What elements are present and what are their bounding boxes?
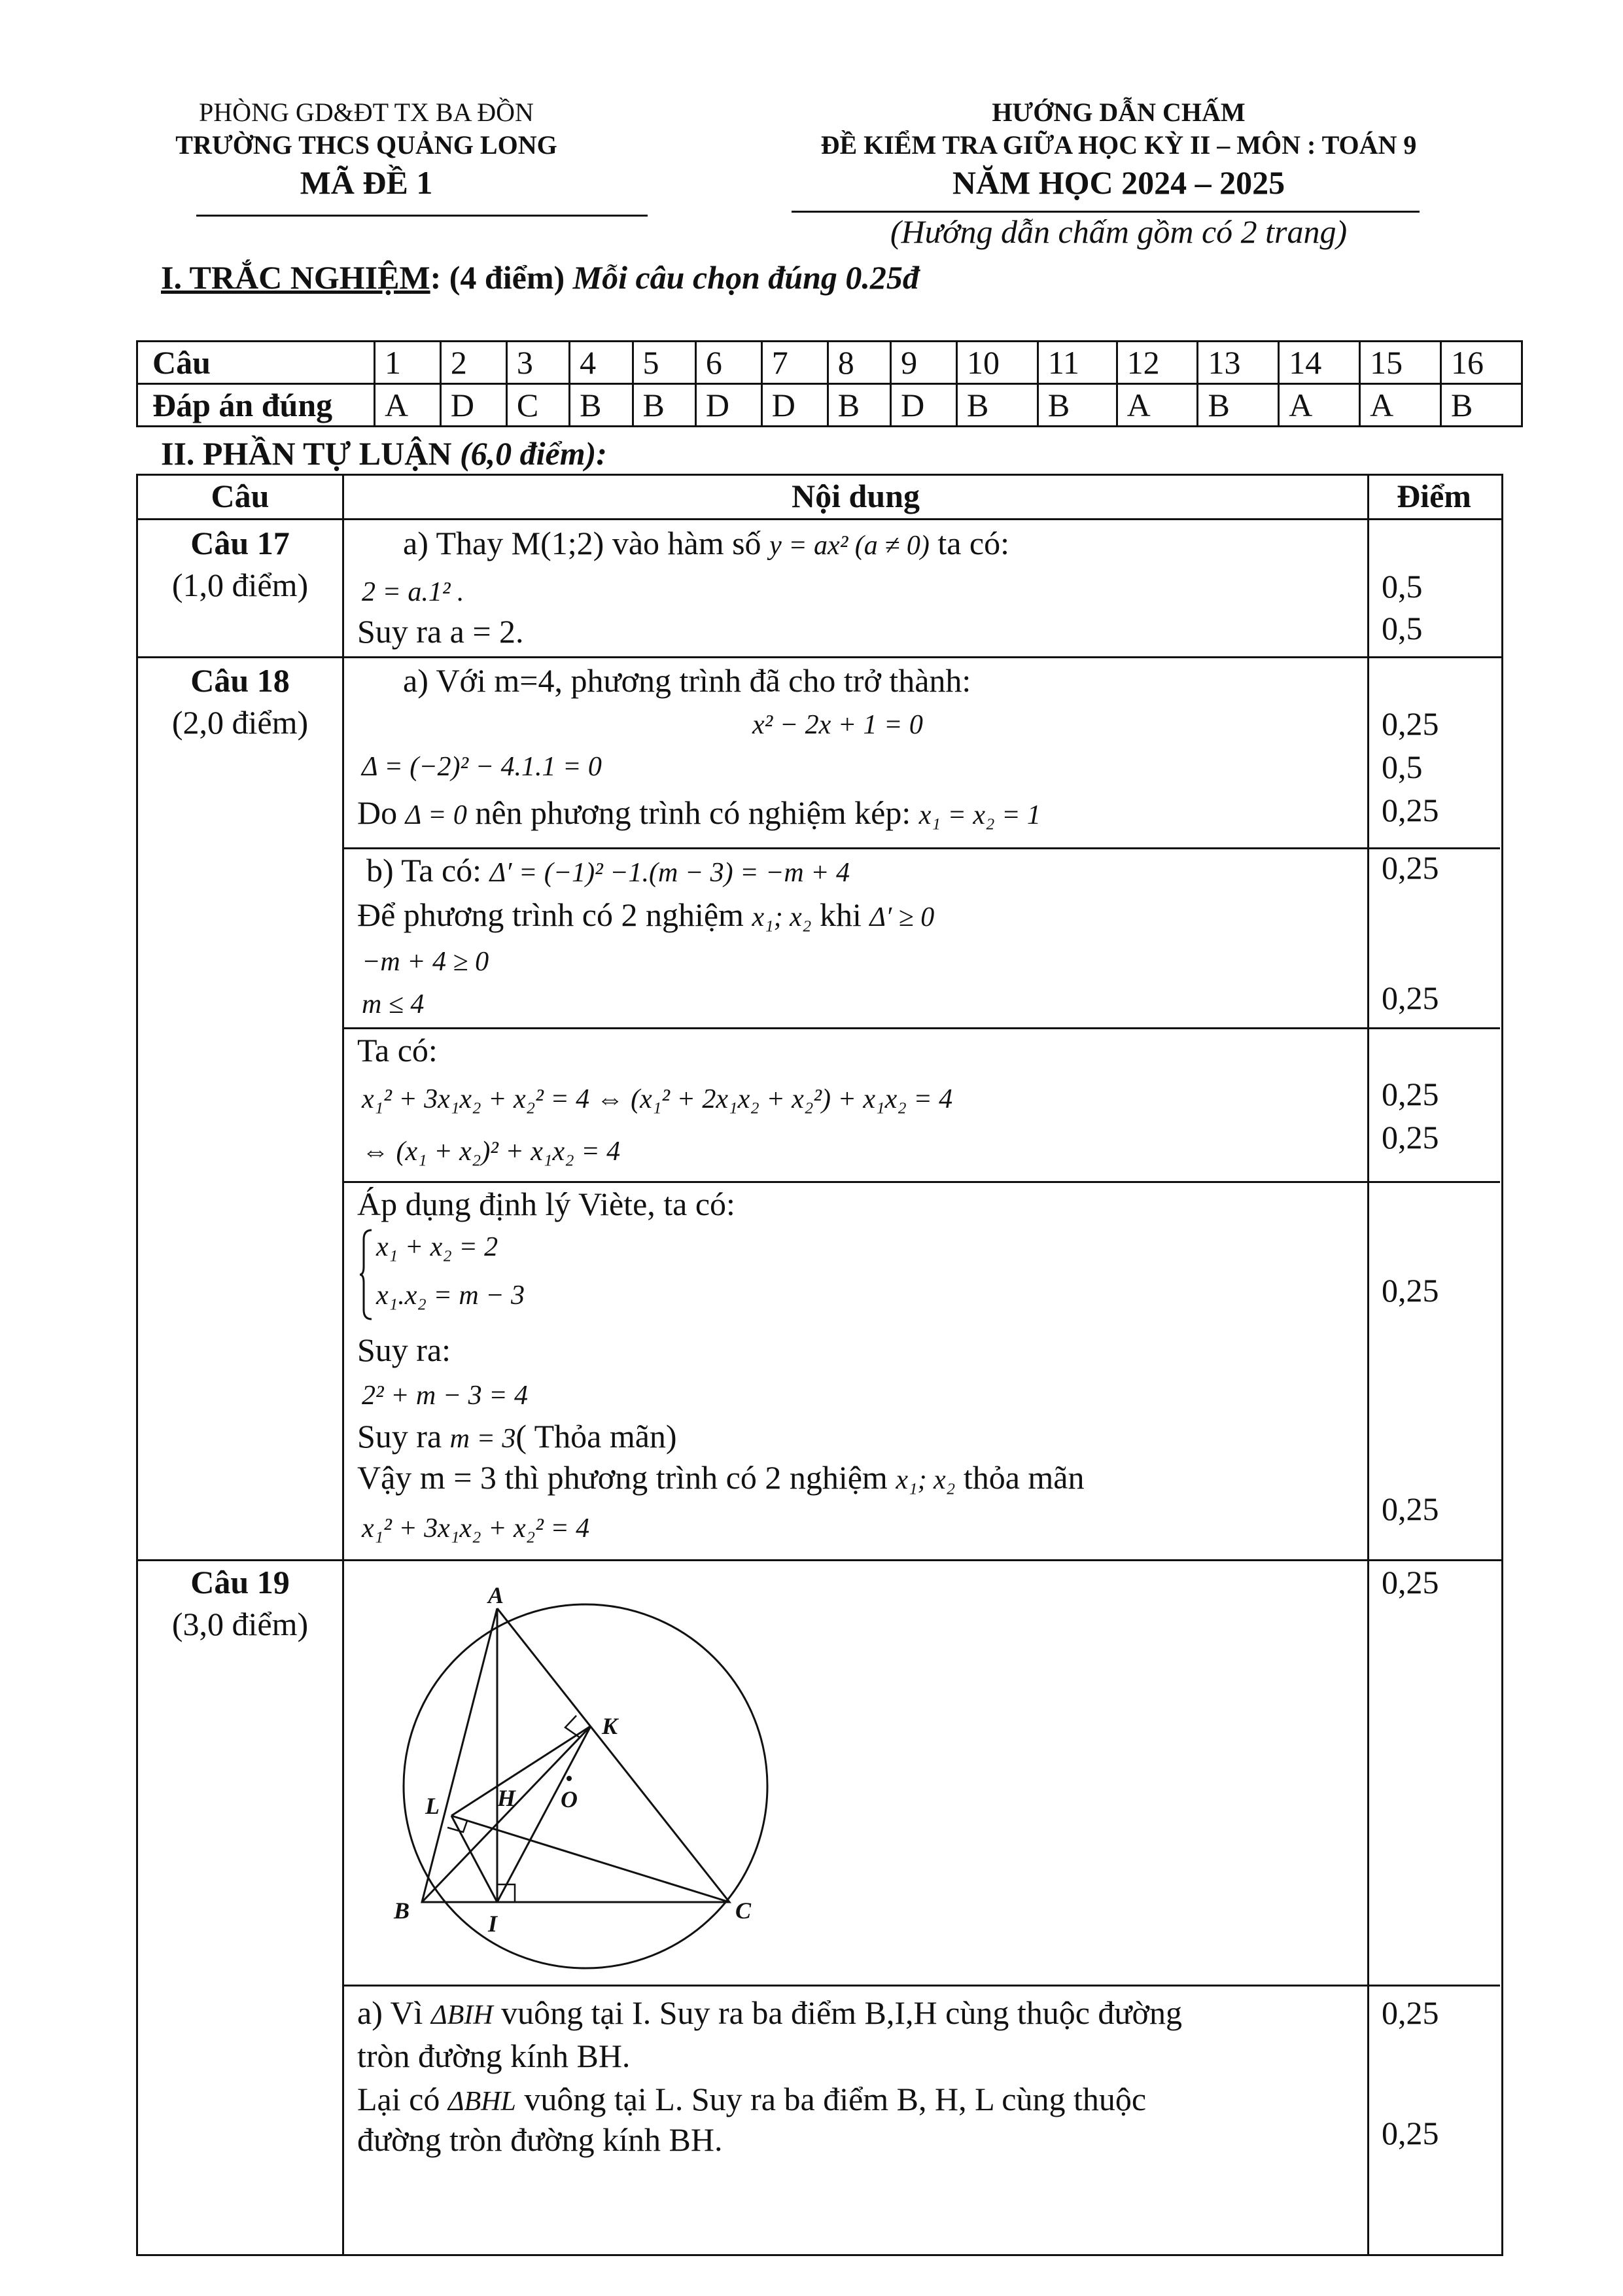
q18b-line2-math2: Δ′ ≥ 0: [869, 902, 935, 932]
section-1-heading: I. TRẮC NGHIỆM: [161, 259, 430, 296]
q19-label: Câu 19: [190, 1564, 290, 1600]
col-header-question: Câu: [211, 478, 270, 514]
answer-cell: D: [761, 384, 828, 427]
q18d-line4: Suy ra:: [357, 1332, 451, 1368]
q17-line1-math: y = ax² (a ≠ 0): [769, 531, 930, 561]
label-h: H: [497, 1785, 516, 1811]
row-line-18a: [342, 847, 1500, 849]
q18b-line1-math: Δ′ = (−1)² −1.(m − 3) = −m + 4: [489, 858, 850, 888]
question-number: 3: [506, 342, 569, 384]
q19a-line2: tròn đường kính BH.: [357, 2038, 631, 2074]
section-1-note: Mỗi câu chọn đúng 0.25đ: [572, 259, 919, 296]
school-department: PHÒNG GD&ĐT TX BA ĐỒN: [199, 97, 534, 127]
question-number: 8: [828, 342, 890, 384]
col-divider-2: [1367, 474, 1369, 2254]
label-l: L: [425, 1793, 440, 1819]
q19a-line3: [357, 2079, 1146, 2121]
q18-label: Câu 18: [190, 662, 290, 699]
section-2-heading: II. PHẦN TỰ LUẬN: [161, 435, 452, 472]
label-c: C: [735, 1898, 752, 1924]
question-number: 7: [761, 342, 828, 384]
section-2-title: [161, 434, 607, 472]
q19a-line4: đường tròn đường kính BH.: [357, 2121, 723, 2158]
header-row-line: [136, 518, 1501, 520]
answer-cell: B: [633, 384, 695, 427]
question-number: 11: [1038, 342, 1117, 384]
q18b-score-1: 0,25: [1382, 849, 1439, 886]
label-k: K: [602, 1713, 618, 1739]
school-year: NĂM HỌC 2024 – 2025: [952, 164, 1285, 201]
question-number: 6: [695, 342, 761, 384]
q18b-line2-math1: x₁; x₂: [752, 902, 812, 932]
q19a-score-1: 0,25: [1382, 1994, 1439, 2031]
question-row-label: Câu: [137, 342, 375, 384]
answer-cell: D: [695, 384, 761, 427]
q18b-result: m ≤ 4: [362, 989, 425, 1019]
question-number: 13: [1198, 342, 1279, 384]
q19-points: (3,0 điểm): [171, 1606, 309, 1642]
q19a-score-2: 0,25: [1382, 2115, 1439, 2151]
answer-cell: B: [1038, 384, 1117, 427]
school-name: TRƯỜNG THCS QUẢNG LONG: [175, 130, 557, 160]
q18b-line1-text: b) Ta có:: [366, 852, 482, 889]
q18d-score-1: 0,25: [1382, 1272, 1439, 1309]
question-number: 1: [375, 342, 441, 384]
q18c-score-1: 0,25: [1382, 1076, 1439, 1112]
q18c-score-2: 0,25: [1382, 1119, 1439, 1156]
answer-cell: B: [1440, 384, 1522, 427]
q18a-score-1: 0,25: [1382, 705, 1439, 742]
q18d-final: x₁² + 3x₁x₂ + x₂² = 4: [362, 1513, 590, 1544]
q18d-line6-text: Suy ra: [357, 1418, 442, 1455]
center-o-dot: [567, 1776, 572, 1781]
q19a-line1: [357, 1993, 1182, 2035]
q17-score-2: 0,5: [1382, 610, 1423, 646]
answer-cell: B: [828, 384, 890, 427]
q19a-line3-post: vuông tại L. Suy ra ba điểm B, H, L cùng thuộc: [524, 2081, 1147, 2117]
row-line-18c: [342, 1181, 1500, 1183]
geometry-figure: [366, 1570, 824, 1976]
q17-points: (1,0 điểm): [171, 567, 309, 603]
q18-points: (2,0 điểm): [171, 704, 309, 741]
altitude-bk: [422, 1726, 591, 1902]
question-row: [137, 342, 1522, 384]
q18a-score-3: 0,25: [1382, 792, 1439, 828]
q19a-line3-pre: Lại có: [357, 2081, 440, 2117]
q19-figure-score: 0,25: [1382, 1564, 1439, 1600]
answer-cell: B: [956, 384, 1038, 427]
section-2-points: (6,0 điểm):: [459, 435, 607, 472]
answer-cell: B: [1198, 384, 1279, 427]
label-i: I: [488, 1911, 498, 1937]
q18a-conclusion-text: Do: [357, 794, 398, 831]
label-b: B: [394, 1898, 410, 1924]
q18b-inequality: −m + 4 ≥ 0: [362, 947, 489, 977]
q18d-line7: [357, 1458, 1084, 1500]
q18a-equation: x² − 2x + 1 = 0: [752, 710, 923, 740]
answer-cell: D: [440, 384, 506, 427]
q17-label: Câu 17: [190, 525, 290, 561]
q18d-score-2: 0,25: [1382, 1491, 1439, 1527]
q19a-line1-math: ΔBIH: [430, 2000, 493, 2030]
section-1-points: : (4 điểm): [430, 259, 565, 296]
q18a-discriminant: Δ = (−2)² − 4.1.1 = 0: [362, 752, 602, 782]
q18d-line6-tail: ( Thỏa mãn): [515, 1418, 677, 1455]
system-brace: [358, 1229, 373, 1320]
q18d-line6: [357, 1417, 677, 1458]
q18b-line2: [357, 895, 934, 937]
question-number: 12: [1117, 342, 1198, 384]
answer-cell: A: [1279, 384, 1360, 427]
q18c-identity-2: ⇔ (x₁ + x₂)² + x₁x₂ = 4: [362, 1137, 621, 1167]
col-header-score: Điểm: [1397, 478, 1471, 514]
q18a-conclusion-mid: nên phương trình có nghiệm kép:: [475, 794, 911, 831]
left-header-rule: [196, 215, 648, 217]
answer-row-label: Đáp án đúng: [137, 384, 375, 427]
q17-line1: [403, 523, 1009, 565]
question-number: 15: [1360, 342, 1441, 384]
label-o: O: [561, 1786, 578, 1812]
altitude-cl: [451, 1816, 729, 1902]
exam-title: ĐỀ KIỂM TRA GIỮA HỌC KỲ II – MÔN : TOÁN 9: [820, 130, 1417, 160]
q18b-line2-text: Để phương trình có 2 nghiệm: [357, 896, 744, 933]
question-number: 5: [633, 342, 695, 384]
q18c-line1: Ta có:: [357, 1032, 438, 1069]
exam-code: MÃ ĐỀ 1: [300, 164, 433, 201]
q17-score-1: 0,5: [1382, 568, 1423, 605]
q18a-conclusion-math2: x₁ = x₂ = 1: [918, 800, 1041, 830]
label-a: A: [488, 1582, 504, 1608]
q19a-line1-post: vuông tại I. Suy ra ba điểm B,I,H cùng thuộc đường: [501, 1994, 1182, 2031]
question-number: 14: [1279, 342, 1360, 384]
col-divider-1: [342, 474, 344, 2254]
question-number: 10: [956, 342, 1038, 384]
answer-cell: A: [1360, 384, 1441, 427]
q18a-line1: a) Với m=4, phương trình đã cho trở thành:: [403, 662, 971, 699]
q18a-conclusion: [357, 793, 1041, 835]
question-number: 2: [440, 342, 506, 384]
answer-cell: B: [570, 384, 633, 427]
answer-key-table: [136, 340, 1523, 427]
q17-line2: 2 = a.1² .: [362, 577, 464, 607]
col-header-content: Nội dung: [792, 478, 920, 514]
row-line-q18: [136, 1559, 1501, 1561]
answer-cell: A: [375, 384, 441, 427]
question-number: 16: [1440, 342, 1522, 384]
q18d-sum: x₁ + x₂ = 2: [376, 1232, 498, 1262]
q18d-line7-text: Vậy m = 3 thì phương trình có 2 nghiệm: [357, 1459, 888, 1496]
q17-line1-text: a) Thay M(1;2) vào hàm số: [403, 525, 761, 561]
circumcircle: [404, 1604, 767, 1968]
q18b-line1: [366, 851, 850, 892]
row-line-18b: [342, 1027, 1500, 1029]
section-1-title: [161, 258, 919, 296]
answer-cell: D: [891, 384, 957, 427]
row-line-19fig: [342, 1985, 1500, 1987]
q19a-line3-math: ΔBHL: [447, 2087, 516, 2117]
q18a-score-2: 0,5: [1382, 749, 1423, 785]
q18b-score-2: 0,25: [1382, 980, 1439, 1016]
q18d-line7-tail: thỏa mãn: [963, 1459, 1085, 1496]
q17-line3: Suy ra a = 2.: [357, 613, 524, 650]
q18d-line6-math: m = 3: [449, 1424, 516, 1454]
row-line-q17: [136, 656, 1501, 658]
q18d-product: x₁.x₂ = m − 3: [376, 1280, 525, 1311]
q17-line1-tail: ta có:: [937, 525, 1009, 561]
question-number: 4: [570, 342, 633, 384]
q18b-line2-mid: khi: [819, 896, 862, 933]
question-number: 9: [891, 342, 957, 384]
q18c-identity: x₁² + 3x₁x₂ + x₂² = 4 ⇔ (x₁² + 2x₁x₂ + x₂²) + x₁x₂ = 4: [362, 1084, 953, 1114]
answer-cell: C: [506, 384, 569, 427]
q18a-conclusion-math1: Δ = 0: [405, 800, 467, 830]
q18d-line1: Áp dụng định lý Viète, ta có:: [357, 1186, 735, 1222]
q18d-line7-math: x₁; x₂: [896, 1465, 956, 1495]
answer-cell: A: [1117, 384, 1198, 427]
segment-ik: [497, 1726, 591, 1902]
q19a-line1-pre: a) Vì: [357, 1994, 423, 2031]
page-count-note: (Hướng dẫn chấm gồm có 2 trang): [890, 213, 1348, 250]
guide-title: HƯỚNG DẪN CHẤM: [992, 97, 1246, 127]
q18d-equation: 2² + m − 3 = 4: [362, 1381, 528, 1411]
answer-row: [137, 384, 1522, 427]
